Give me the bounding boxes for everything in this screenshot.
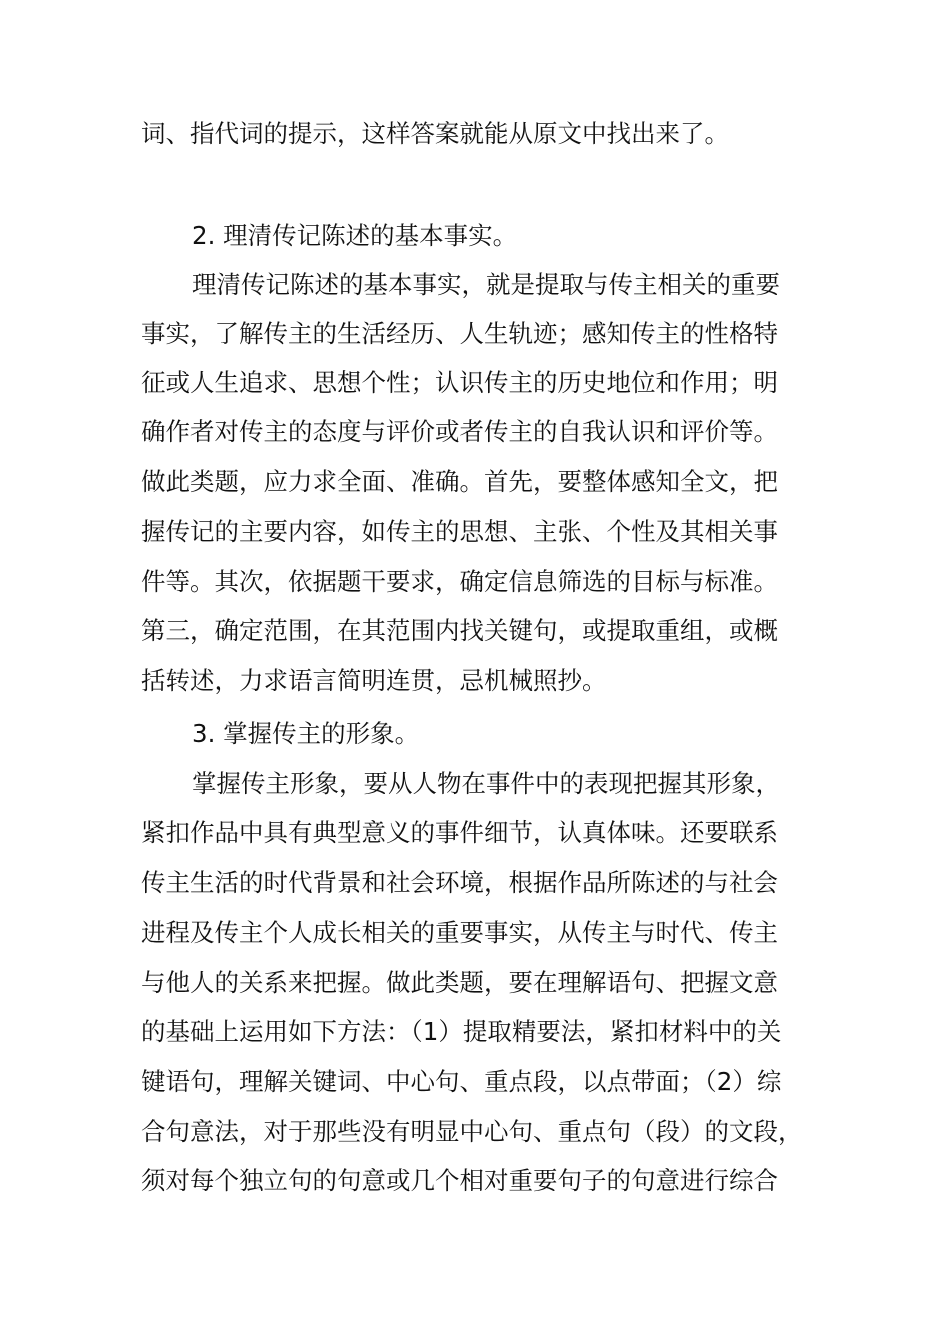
- paragraph-line: 掌握传主形象，要从人物在事件中的表现把握其形象，: [192, 769, 780, 798]
- paragraph-line: 键语句，理解关键词、中心句、重点段，以点带面；（2）综: [141, 1067, 782, 1096]
- paragraph-line: 合句意法，对于那些没有明显中心句、重点句（段）的文段，: [141, 1117, 803, 1146]
- paragraph-line: 第三，确定范围，在其范围内找关键句，或提取重组，或概: [141, 616, 778, 645]
- paragraph-line: 括转述，力求语言简明连贯，忌机械照抄。: [141, 666, 607, 695]
- paragraph-line: 征或人生追求、思想个性；认识传主的历史地位和作用；明: [141, 368, 778, 397]
- paragraph-line: 与他人的关系来把握。做此类题，要在理解语句、把握文意: [141, 968, 778, 997]
- section-heading-2: 2. 理清传记陈述的基本事实。: [192, 221, 518, 250]
- paragraph-line: 事实，了解传主的生活经历、人生轨迹；感知传主的性格特: [141, 319, 778, 348]
- paragraph-line: 传主生活的时代背景和社会环境，根据作品所陈述的与社会: [141, 868, 778, 897]
- paragraph-line: 理清传记陈述的基本事实，就是提取与传主相关的重要: [192, 270, 780, 299]
- paragraph-line: 做此类题，应力求全面、准确。首先，要整体感知全文，把: [141, 467, 778, 496]
- paragraph-line: 握传记的主要内容，如传主的思想、主张、个性及其相关事: [141, 517, 778, 546]
- paragraph-line: 词、指代词的提示，这样答案就能从原文中找出来了。: [141, 119, 729, 148]
- section-heading-3: 3. 掌握传主的形象。: [192, 719, 420, 748]
- paragraph-line: 进程及传主个人成长相关的重要事实，从传主与时代、传主: [141, 918, 778, 947]
- paragraph-line: 须对每个独立句的句意或几个相对重要句子的句意进行综合: [141, 1166, 778, 1195]
- paragraph-line: 确作者对传主的态度与评价或者传主的自我认识和评价等。: [141, 417, 778, 446]
- paragraph-line: 的基础上运用如下方法：（1）提取精要法，紧扣材料中的关: [141, 1017, 782, 1046]
- paragraph-line: 紧扣作品中具有典型意义的事件细节，认真体味。还要联系: [141, 818, 778, 847]
- paragraph-line: 件等。其次，依据题干要求，确定信息筛选的目标与标准。: [141, 567, 778, 596]
